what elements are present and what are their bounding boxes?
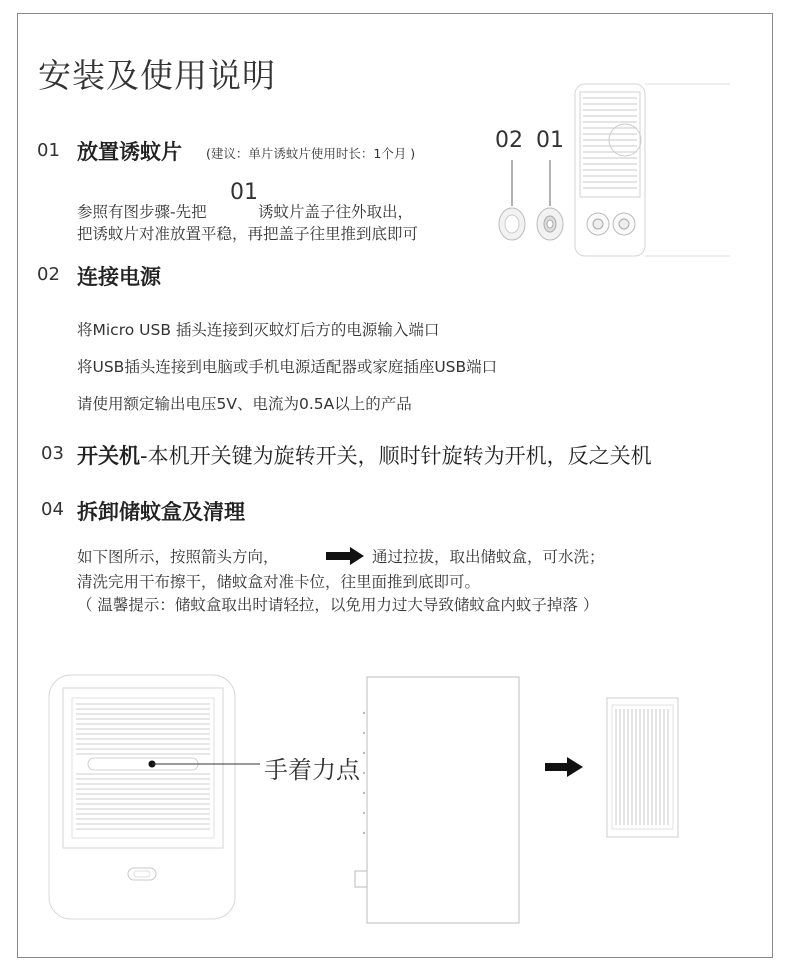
section2-line2: 将USB插头连接到电脑或手机电源适配器或家庭插座USB端口 xyxy=(77,358,498,376)
section1-line2: 把诱蚊片对准放置平稳，再把盖子往里推到底即可 xyxy=(77,225,419,243)
section4-line2: 清洗完用干布擦干，储蚊盒对准卡位，往里面推到底即可。 xyxy=(77,573,481,591)
force-point-label: 手着力点 xyxy=(264,756,360,784)
arrow-right-icon xyxy=(545,757,583,777)
section4-number: 04 xyxy=(41,499,64,520)
section2-line1: 将Micro USB 插头连接到灭蚊灯后方的电源输入端口 xyxy=(77,321,440,339)
section1-number: 01 xyxy=(37,140,60,161)
section1-line1-part2: 诱蚊片盖子往外取出， xyxy=(258,203,414,221)
section3-heading: 开关机 xyxy=(77,444,140,468)
section1-inline-callout: 01 xyxy=(230,180,258,205)
section4-line1-part2: 通过拉拔，取出储蚊盒，可水洗； xyxy=(372,548,605,566)
section1-note: (建议：单片诱蚊片使用时长：1个月 ) xyxy=(206,146,416,161)
section4-heading: 拆卸储蚊盒及清理 xyxy=(77,500,245,524)
callout-02: 02 xyxy=(495,128,523,153)
callout-01: 01 xyxy=(536,128,564,153)
section2-heading: 连接电源 xyxy=(77,265,161,289)
section3-text xyxy=(77,440,652,470)
section2-line3: 请使用额定输出电压5V、电流为0.5A以上的产品 xyxy=(77,395,412,413)
device-front-illustration xyxy=(48,674,238,922)
section3-body: -本机开关键为旋转开关，顺时针旋转为开机，反之关机 xyxy=(140,444,652,468)
section2-number: 02 xyxy=(37,264,60,285)
section4-line1-part1: 如下图所示，按照箭头方向， xyxy=(77,548,279,566)
section3-number: 03 xyxy=(41,443,64,464)
section1-heading: 放置诱蚊片 xyxy=(77,140,182,164)
section4-line3: （ 温馨提示：储蚊盒取出时请轻拉，以免用力过大导致储蚊盒内蚊子掉落 ） xyxy=(77,596,599,614)
device-side-illustration xyxy=(350,675,522,925)
device-cover-illustration xyxy=(490,78,730,263)
page-title: 安装及使用说明 xyxy=(38,56,276,95)
arrow-right-icon xyxy=(326,547,364,565)
mosquito-tray-illustration xyxy=(606,697,680,839)
section1-line1-part1: 参照有图步骤-先把 xyxy=(77,203,207,221)
